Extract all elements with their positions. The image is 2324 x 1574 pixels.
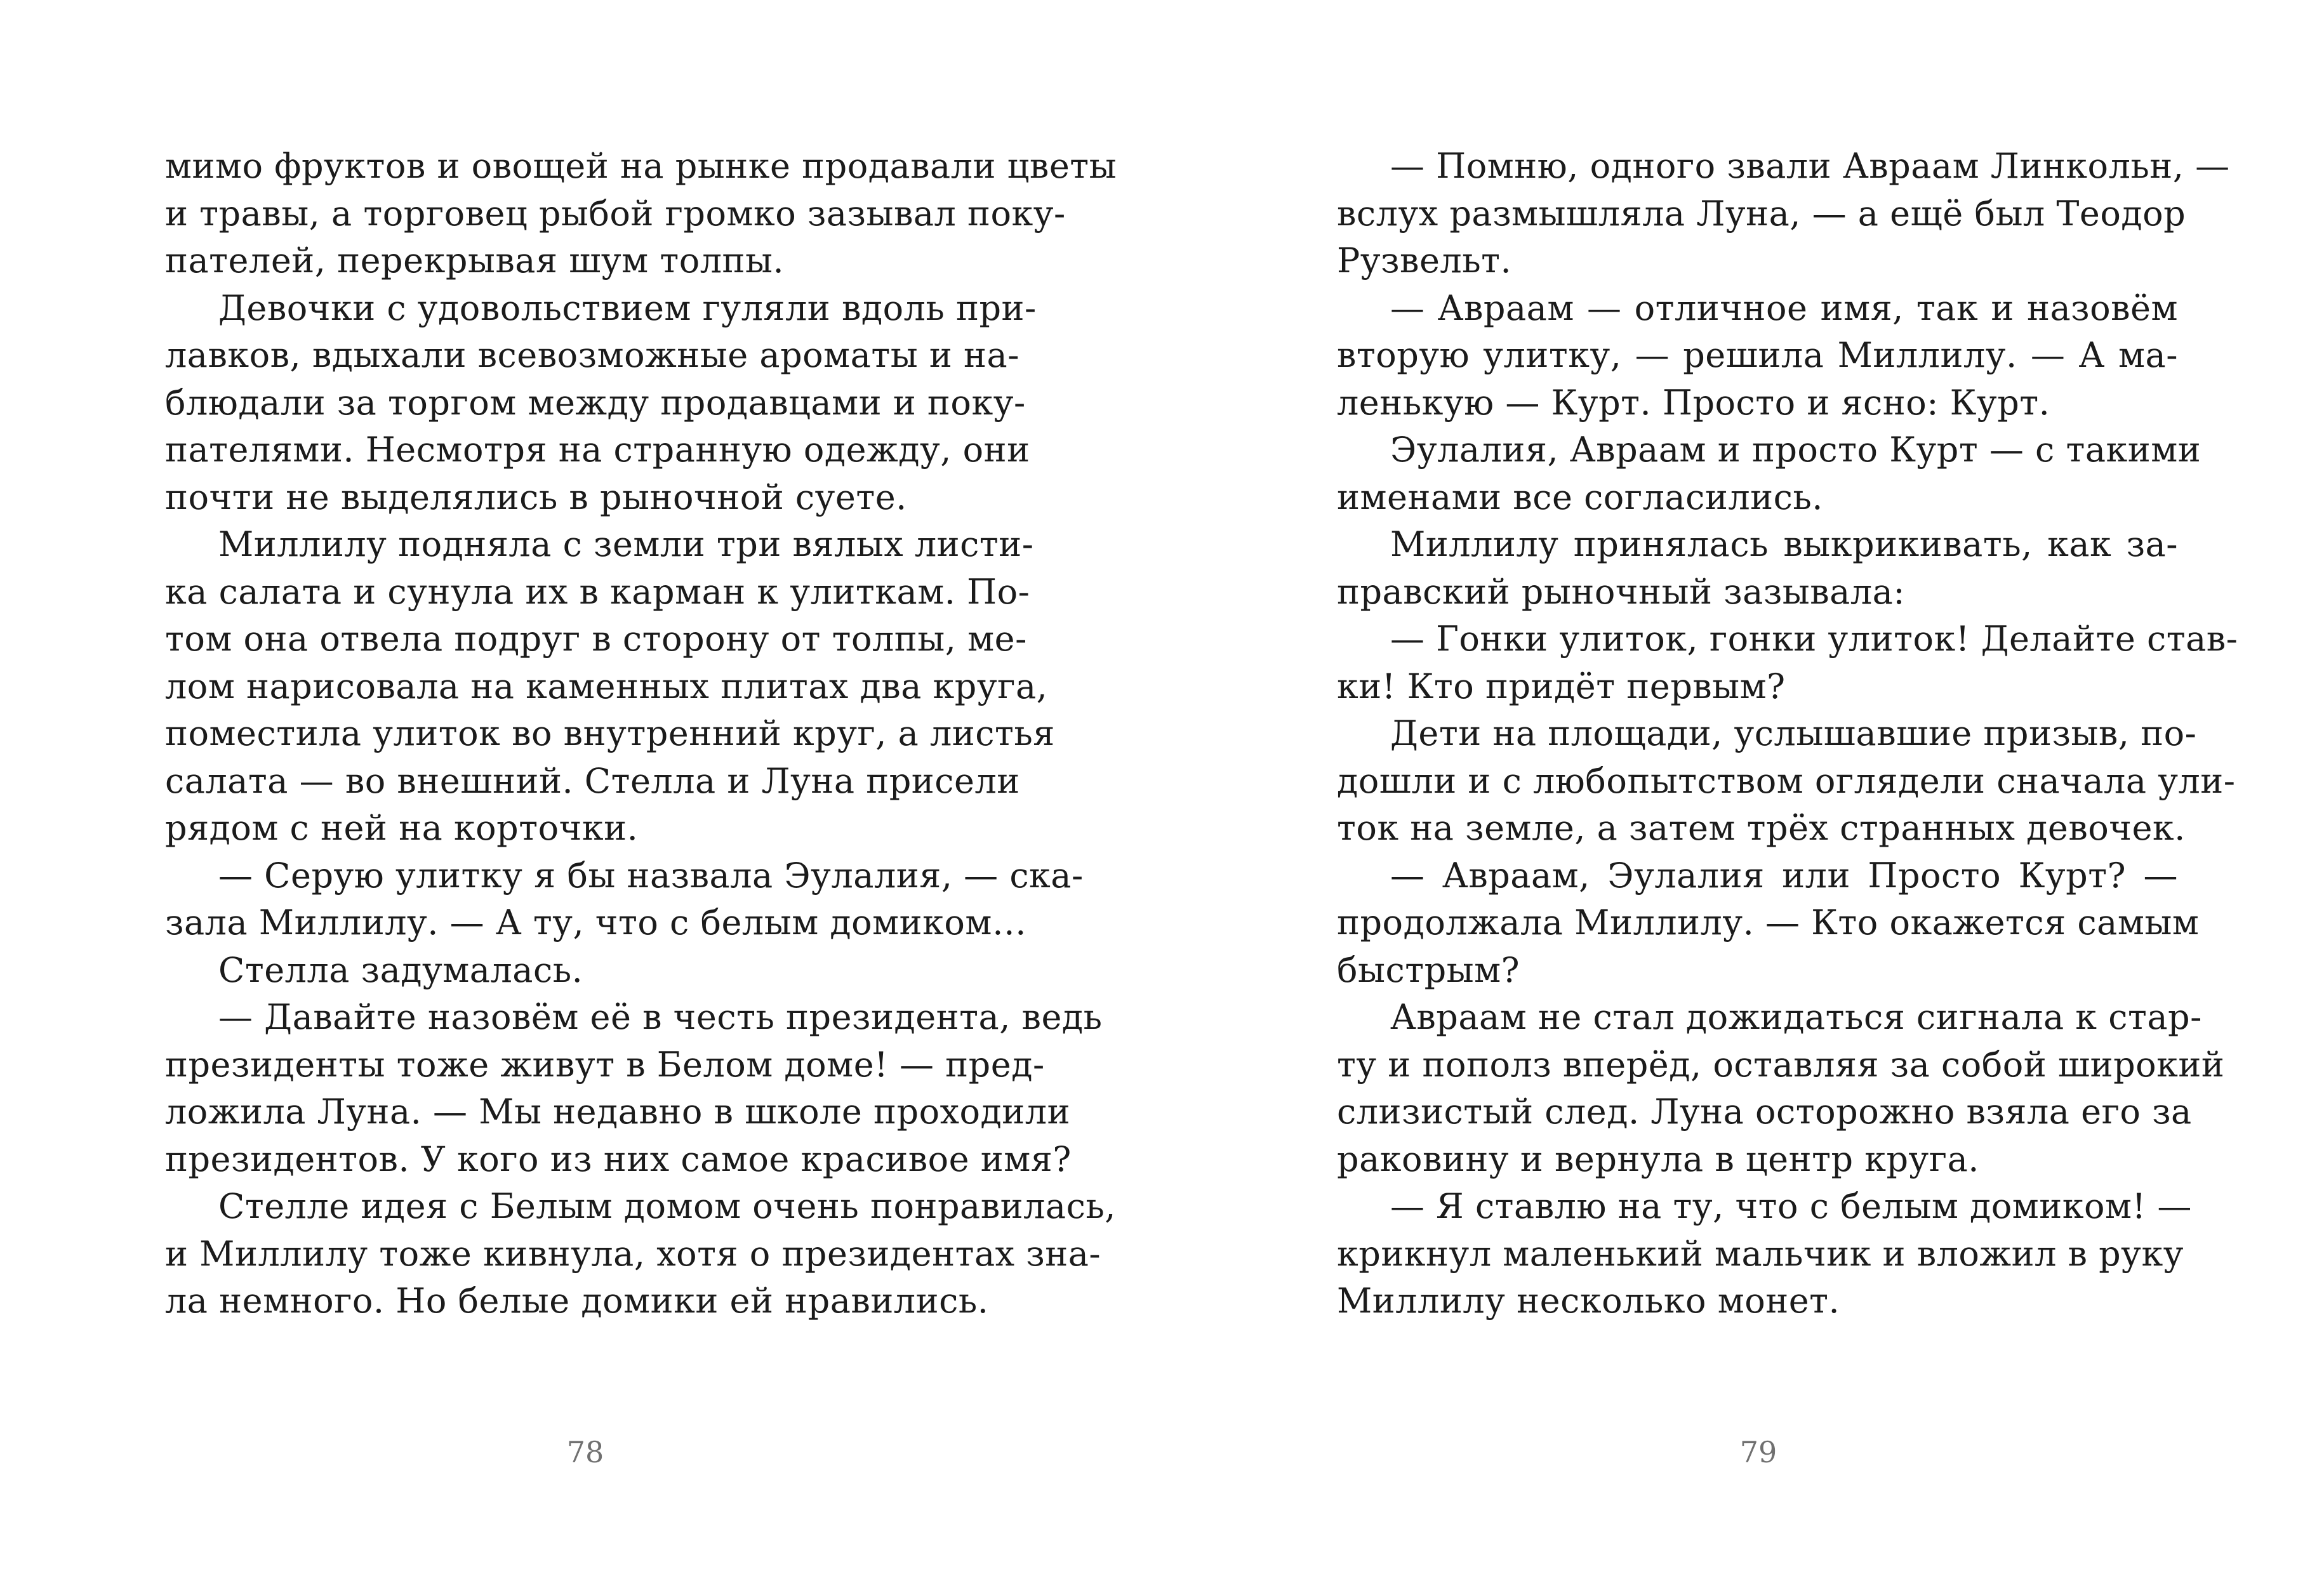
text-line: ка салата и сунула их в карман к улиткам. По-	[165, 571, 1030, 612]
text-line: лом нарисовала на каменных плитах два круга,	[165, 666, 1048, 706]
text-line: вслух размышляла Луна, — а ещё был Теодор	[1337, 193, 2186, 234]
text-line: правский рыночный зазывала:	[1337, 571, 1906, 612]
text-line: почти не выделялись в рыночной суете.	[165, 477, 907, 517]
text-line: именами все согласились.	[1337, 477, 1823, 517]
text-line: — Давайте назовём её в честь президента, ведь	[218, 997, 1103, 1037]
text-line: и травы, а торговец рыбой громко зазывал поку-	[165, 193, 1066, 234]
text-line: Стелла задумалась.	[218, 949, 583, 990]
text-line: ки! Кто придёт первым?	[1337, 666, 1786, 706]
text-line: салата — во внешний. Стелла и Луна присели	[165, 760, 1020, 801]
text-line: блюдали за торгом между продавцами и поку-	[165, 382, 1026, 423]
text-line: и Миллилу тоже кивнула, хотя о президентах зна-	[165, 1233, 1101, 1274]
text-line: крикнул маленький мальчик и вложил в руку	[1337, 1233, 2184, 1274]
page-number-left: 78	[566, 1435, 604, 1469]
text-line: быстрым?	[1337, 949, 1520, 990]
text-line: Рузвельт.	[1337, 241, 1512, 281]
text-line: лавков, вдыхали всевозможные ароматы и на-	[165, 335, 1019, 375]
text-line: Стелле идея с Белым домом очень понравилась,	[218, 1186, 1116, 1226]
text-line: Девочки с удовольствием гуляли вдоль при-	[218, 288, 1037, 328]
text-line: Дети на площади, услышавшие призыв, по-	[1390, 713, 2197, 753]
text-line: Миллилу подняла с земли три вялых листи-	[218, 524, 1034, 564]
text-line: зала Миллилу. — А ту, что с белым домиком…	[165, 903, 1027, 942]
text-line: Эулалия, Авраам и просто Курт — с такими	[1390, 430, 2201, 470]
text-line: вторую улитку, — решила Миллилу. — А ма-	[1337, 335, 2178, 375]
text-line: — Помню, одного звали Авраам Линкольн, —	[1390, 146, 2230, 186]
text-line: мимо фруктов и овощей на рынке продавали цветы	[165, 146, 1117, 186]
text-line: том она отвела подруг в сторону от толпы, ме-	[165, 619, 1027, 659]
text-line: — Авраам — отличное имя, так и назовём	[1390, 288, 2178, 328]
text-line: поместила улиток во внутренний круг, а листья	[165, 713, 1055, 753]
text-line: пателями. Несмотря на странную одежду, они	[165, 430, 1030, 470]
text-line: рядом с ней на корточки.	[165, 808, 639, 848]
text-line: раковину и вернула в центр круга.	[1337, 1139, 1979, 1179]
text-line: продолжала Миллилу. — Кто окажется самым	[1337, 903, 2200, 942]
text-line: дошли и с любопытством оглядели сначала ули-	[1337, 760, 2236, 801]
text-line: ла немного. Но белые домики ей нравились.	[165, 1281, 989, 1321]
text-line: слизистый след. Луна осторожно взяла его за	[1337, 1092, 2192, 1132]
text-line: ток на земле, а затем трёх странных девочек.	[1337, 808, 2186, 848]
text-line: — Гонки улиток, гонки улиток! Делайте став-	[1390, 619, 2238, 659]
text-line: ту и пополз вперёд, оставляя за собой широкий	[1337, 1044, 2225, 1085]
right-page-text	[1337, 143, 2238, 1325]
text-line: — Авраам, Эулалия или Просто Курт? —	[1390, 855, 2178, 896]
text-line: президенты тоже живут в Белом доме! — пред-	[165, 1044, 1045, 1085]
text-line: Миллилу несколько монет.	[1337, 1281, 1840, 1321]
text-line: пателей, перекрывая шум толпы.	[165, 241, 785, 281]
text-line: Миллилу принялась выкрикивать, как за-	[1390, 524, 2178, 564]
text-line: президентов. У кого из них самое красивое имя?	[165, 1139, 1072, 1179]
text-line: — Я ставлю на ту, что с белым домиком! —	[1390, 1186, 2192, 1226]
text-line: ложила Луна. — Мы недавно в школе проходили	[165, 1092, 1071, 1132]
left-page-text	[165, 143, 1117, 1325]
text-line: — Серую улитку я бы назвала Эулалия, — ска-	[218, 855, 1084, 896]
text-line: Авраам не стал дожидаться сигнала к стар-	[1390, 997, 2202, 1037]
page-number-right: 79	[1739, 1435, 1777, 1469]
text-line: ленькую — Курт. Просто и ясно: Курт.	[1337, 382, 2050, 423]
